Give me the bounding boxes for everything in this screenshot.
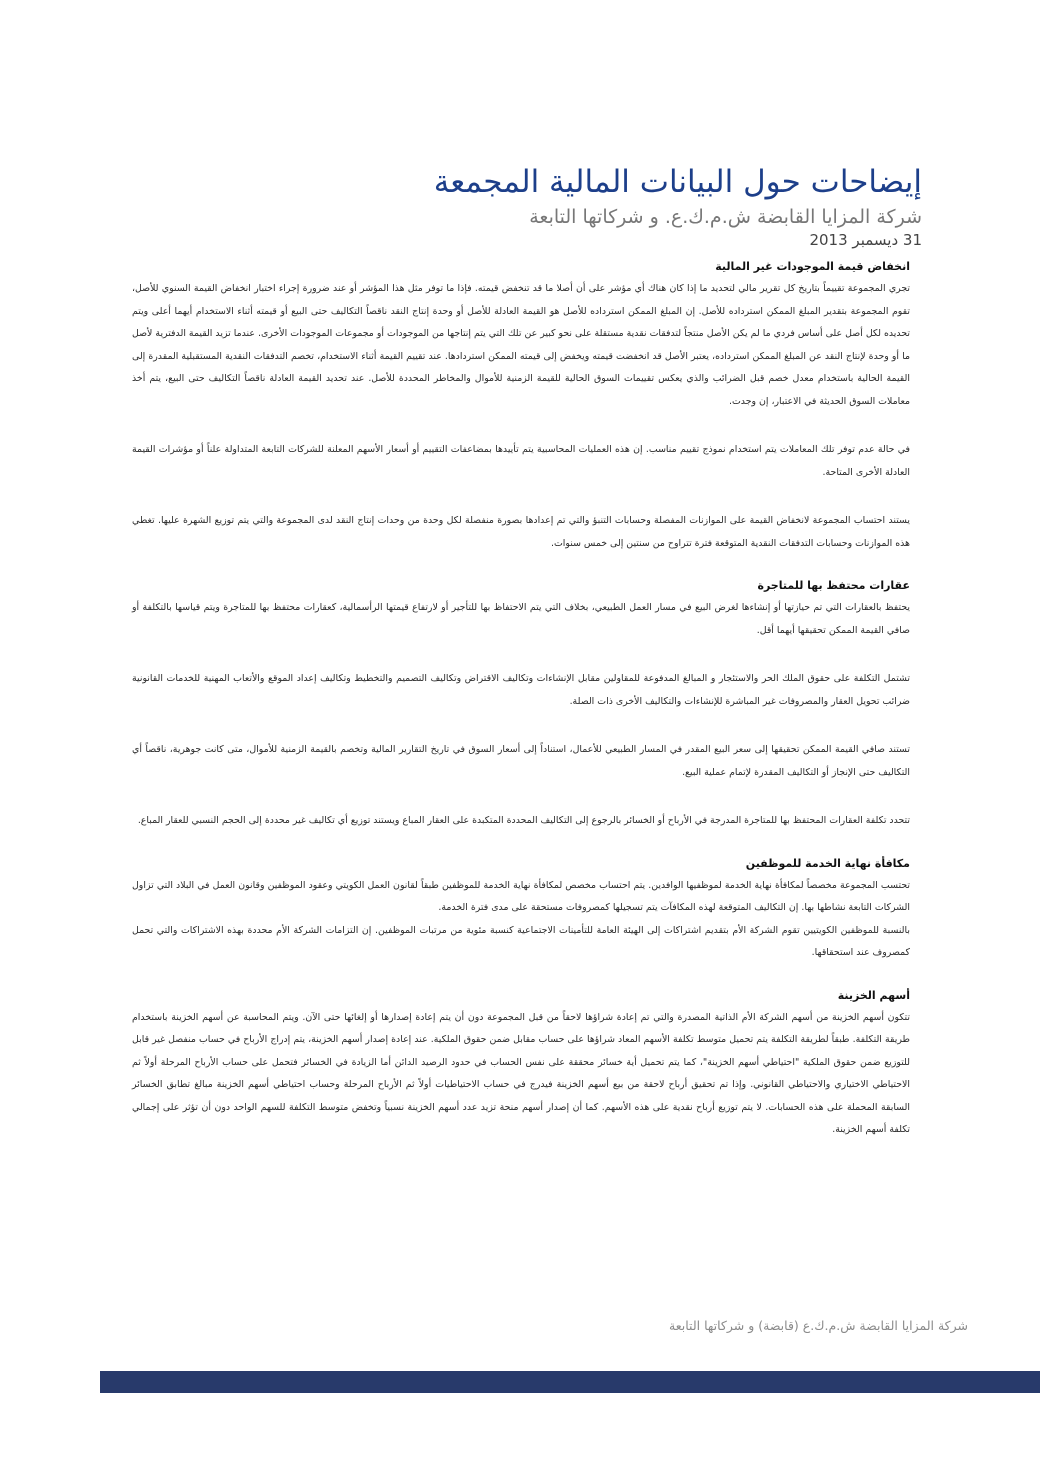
section-heading: عقارات محتفظ بها للمتاجرة [757, 579, 910, 592]
section-impairment [132, 256, 910, 555]
section-end-of-service [132, 853, 910, 965]
section-trading-properties [132, 575, 910, 833]
footer-bar [100, 1371, 1040, 1393]
section-heading: مكافأة نهاية الخدمة للموظفين [745, 856, 910, 870]
paragraph: يستند احتساب المجموعة لانخفاض القيمة على الموازنات المفصلة وحسابات التنبؤ والتي تم إعدادها بصورة منفصلة لكل وحدة من وحدات إنتاج النقد لدى المجموعة والتي يتم توزيع الشهرة عليها. تغطي هذه الموازنات وحسابات التدفقات النقدية المتوقعة فترة تتراوح من سنتين إلى خمس سنوات. [132, 515, 910, 549]
paragraph: تتحدد تكلفة العقارات المحتفظ بها للمتاجرة المدرجة في الأرباح أو الخسائر بالرجوع إلى التكاليف المحددة المتكبدة على العقار المباع ويستند توزيع أي تكاليف غير محددة إلى الحجم النسبي للعقار المباع. [137, 815, 910, 826]
paragraph: يحتفظ بالعقارات التي تم حيازتها أو إنشاءها لغرض البيع في مسار العمل الطبيعي، بخلاف التي يتم الاحتفاظ بها للتأجير أو لارتفاع قيمتها الرأسمالية، كعقارات محتفظ بها للمتاجرة ويتم قياسها بالتكلفة أو صافي القيمة الممكن تحقيقها أيهما أقل. [132, 602, 910, 636]
section-heading: أسهم الخزينة [837, 988, 910, 1002]
company-name: شركة المزايا القابضة ش.م.ك.ع. و شركاتها التابعة [529, 206, 922, 228]
report-date: 31 ديسمبر 2013 [809, 231, 922, 249]
notes-body [132, 256, 910, 1142]
page-title: إيضاحات حول البيانات المالية المجمعة [433, 164, 922, 200]
paragraph: تشتمل التكلفة على حقوق الملك الحر والاستئجار و المبالغ المدفوعة للمقاولين مقابل الإنشاءات وتكاليف الاقتراض وتكاليف التصميم والتخطيط وتكاليف إعداد الموقع والأتعاب المهنية للخدمات القانونية ضرائب تحويل العقار والمصروفات غير المباشرة للإنشاءات والتكاليف الأخرى ذات الصلة. [132, 673, 910, 707]
paragraph: في حالة عدم توفر تلك المعاملات يتم استخدام نموذج تقييم مناسب. إن هذه العمليات المحاسبية يتم تأييدها بمضاعفات التقييم أو أسعار الأسهم المعلنة للشركات التابعة المتداولة علناً أو مؤشرات القيمة العادلة الأخرى المتاحة. [132, 444, 910, 478]
footer-company-name: شركة المزايا القابضة ش.م.ك.ع (قابضة) و شركاتها التابعة [669, 1318, 968, 1333]
paragraph: بالنسبة للموظفين الكويتيين تقوم الشركة الأم بتقديم اشتراكات إلى الهيئة العامة للتأمينات الاجتماعية كنسبة مئوية من مرتبات الموظفين. إن التزامات الشركة الأم محددة بهذه الاشتراكات والتي تحمل كمصروف عند استحقاقها. [132, 924, 910, 958]
section-heading: انخفاض قيمة الموجودات غير المالية [715, 260, 910, 273]
paragraph: تحتسب المجموعة مخصصاً لمكافأة نهاية الخدمة لموظفيها الوافدين. يتم احتساب مخصص لمكافأة نهاية الخدمة للموظفين طبقاً لقانون العمل الكويتي وعقود الموظفين وقانون العمل في البلاد التي تزاول الشركات التابعة نشاطها بها. إن التكاليف المتوقعة لهذه المكافآت يتم تسجيلها كمصروفات مستحقة على مدى فترة الخدمة. [132, 879, 910, 913]
paragraph: تجري المجموعة تقييماً بتاريخ كل تقرير مالي لتحديد ما إذا كان هناك أي مؤشر على أن أصلا ما قد تنخفض قيمته. فإذا ما توفر مثل هذا المؤشر أو عند ضرورة إجراء اختبار انخفاض القيمة السنوي للأصل، تقوم المجموعة بتقدير المبلغ الممكن استرداده للأصل. إن المبلغ الممكن استرداده للأصل هو القيمة العادلة للأصل أو وحدة إنتاج النقد ناقصاً التكاليف حتى البيع أو قيمته أثناء الاستخدام أيهما أعلى ويتم تحديده لكل أصل على أساس فردي ما لم يكن الأصل منتجاً لتدفقات نقدية مستقلة على نحو كبير عن تلك التي يتم إنتاجها من الموجودات أو مجموعات الموجودات الأخرى. عندما تزيد القيمة الدفترية لأصل ما أو وحدة لإنتاج النقد عن المبلغ الممكن استرداده، يعتبر الأصل قد انخفضت قيمته ويخفض إلى قيمته الممكن استردادها. عند تقييم القيمة أثناء الاستخدام، تخصم التدفقات النقدية المستقبلية المقدرة إلى القيمة الحالية باستخدام معدل خصم قبل الضرائب والذي يعكس تقييمات السوق الحالية للقيمة الزمنية للأموال والمخاطر المحددة للأصل. عند تحديد القيمة العادلة ناقصاً التكاليف حتى البيع، يتم أخذ معاملات السوق الحديثة في الاعتبار، إن وجدت. [132, 283, 910, 407]
section-treasury-shares [132, 985, 910, 1142]
paragraph: تتكون أسهم الخزينة من أسهم الشركة الأم الذاتية المصدرة والتي تم إعادة شراؤها لاحقاً من قبل المجموعة دون أن يتم إعادة إصدارها أو إلغائها حتى الآن. ويتم المحاسبة عن أسهم الخزينة باستخدام طريقة التكلفة. طبقاً لطريقة التكلفة يتم تحميل متوسط تكلفة الأسهم المعاد شراؤها على حساب مقابل ضمن حقوق الملكية. عند إعادة إصدار أسهم الخزينة، يتم إدراج الأرباح في حساب منفصل غير قابل للتوزيع ضمن حقوق الملكية "احتياطي أسهم الخزينة"، كما يتم تحميل أية خسائر محققة على نفس الحساب في حدود الرصيد الدائن أما الزيادة في الخسائر فتحمل على حساب الأرباح المرحلة أولاً ثم الاحتياطي الاختياري والاحتياطي القانوني. وإذا تم تحقيق أرباح لاحقة من بيع أسهم الخزينة فيدرج في حساب الاحتياطيات أولاً ثم الأرباح المرحلة وحساب احتياطي أسهم الخزينة مبالغ تطابق الخسائر السابقة المحملة على هذه الحسابات. لا يتم توزيع أرباح نقدية على هذه الأسهم. كما أن إصدار أسهم منحة تزيد عدد أسهم الخزينة نسبياً وتخفض متوسط التكلفة للسهم الواحد دون أن تؤثر على إجمالي تكلفة أسهم الخزينة. [132, 1011, 910, 1135]
page-header [142, 160, 922, 250]
paragraph: تستند صافي القيمة الممكن تحقيقها إلى سعر البيع المقدر في المسار الطبيعي للأعمال، استناداً إلى أسعار السوق في تاريخ التقارير المالية وتخصم بالقيمة الزمنية للأموال، متى كانت جوهرية، ناقصاً أي التكاليف حتى الإنجاز أو التكاليف المقدرة لإتمام عملية البيع. [132, 744, 910, 778]
